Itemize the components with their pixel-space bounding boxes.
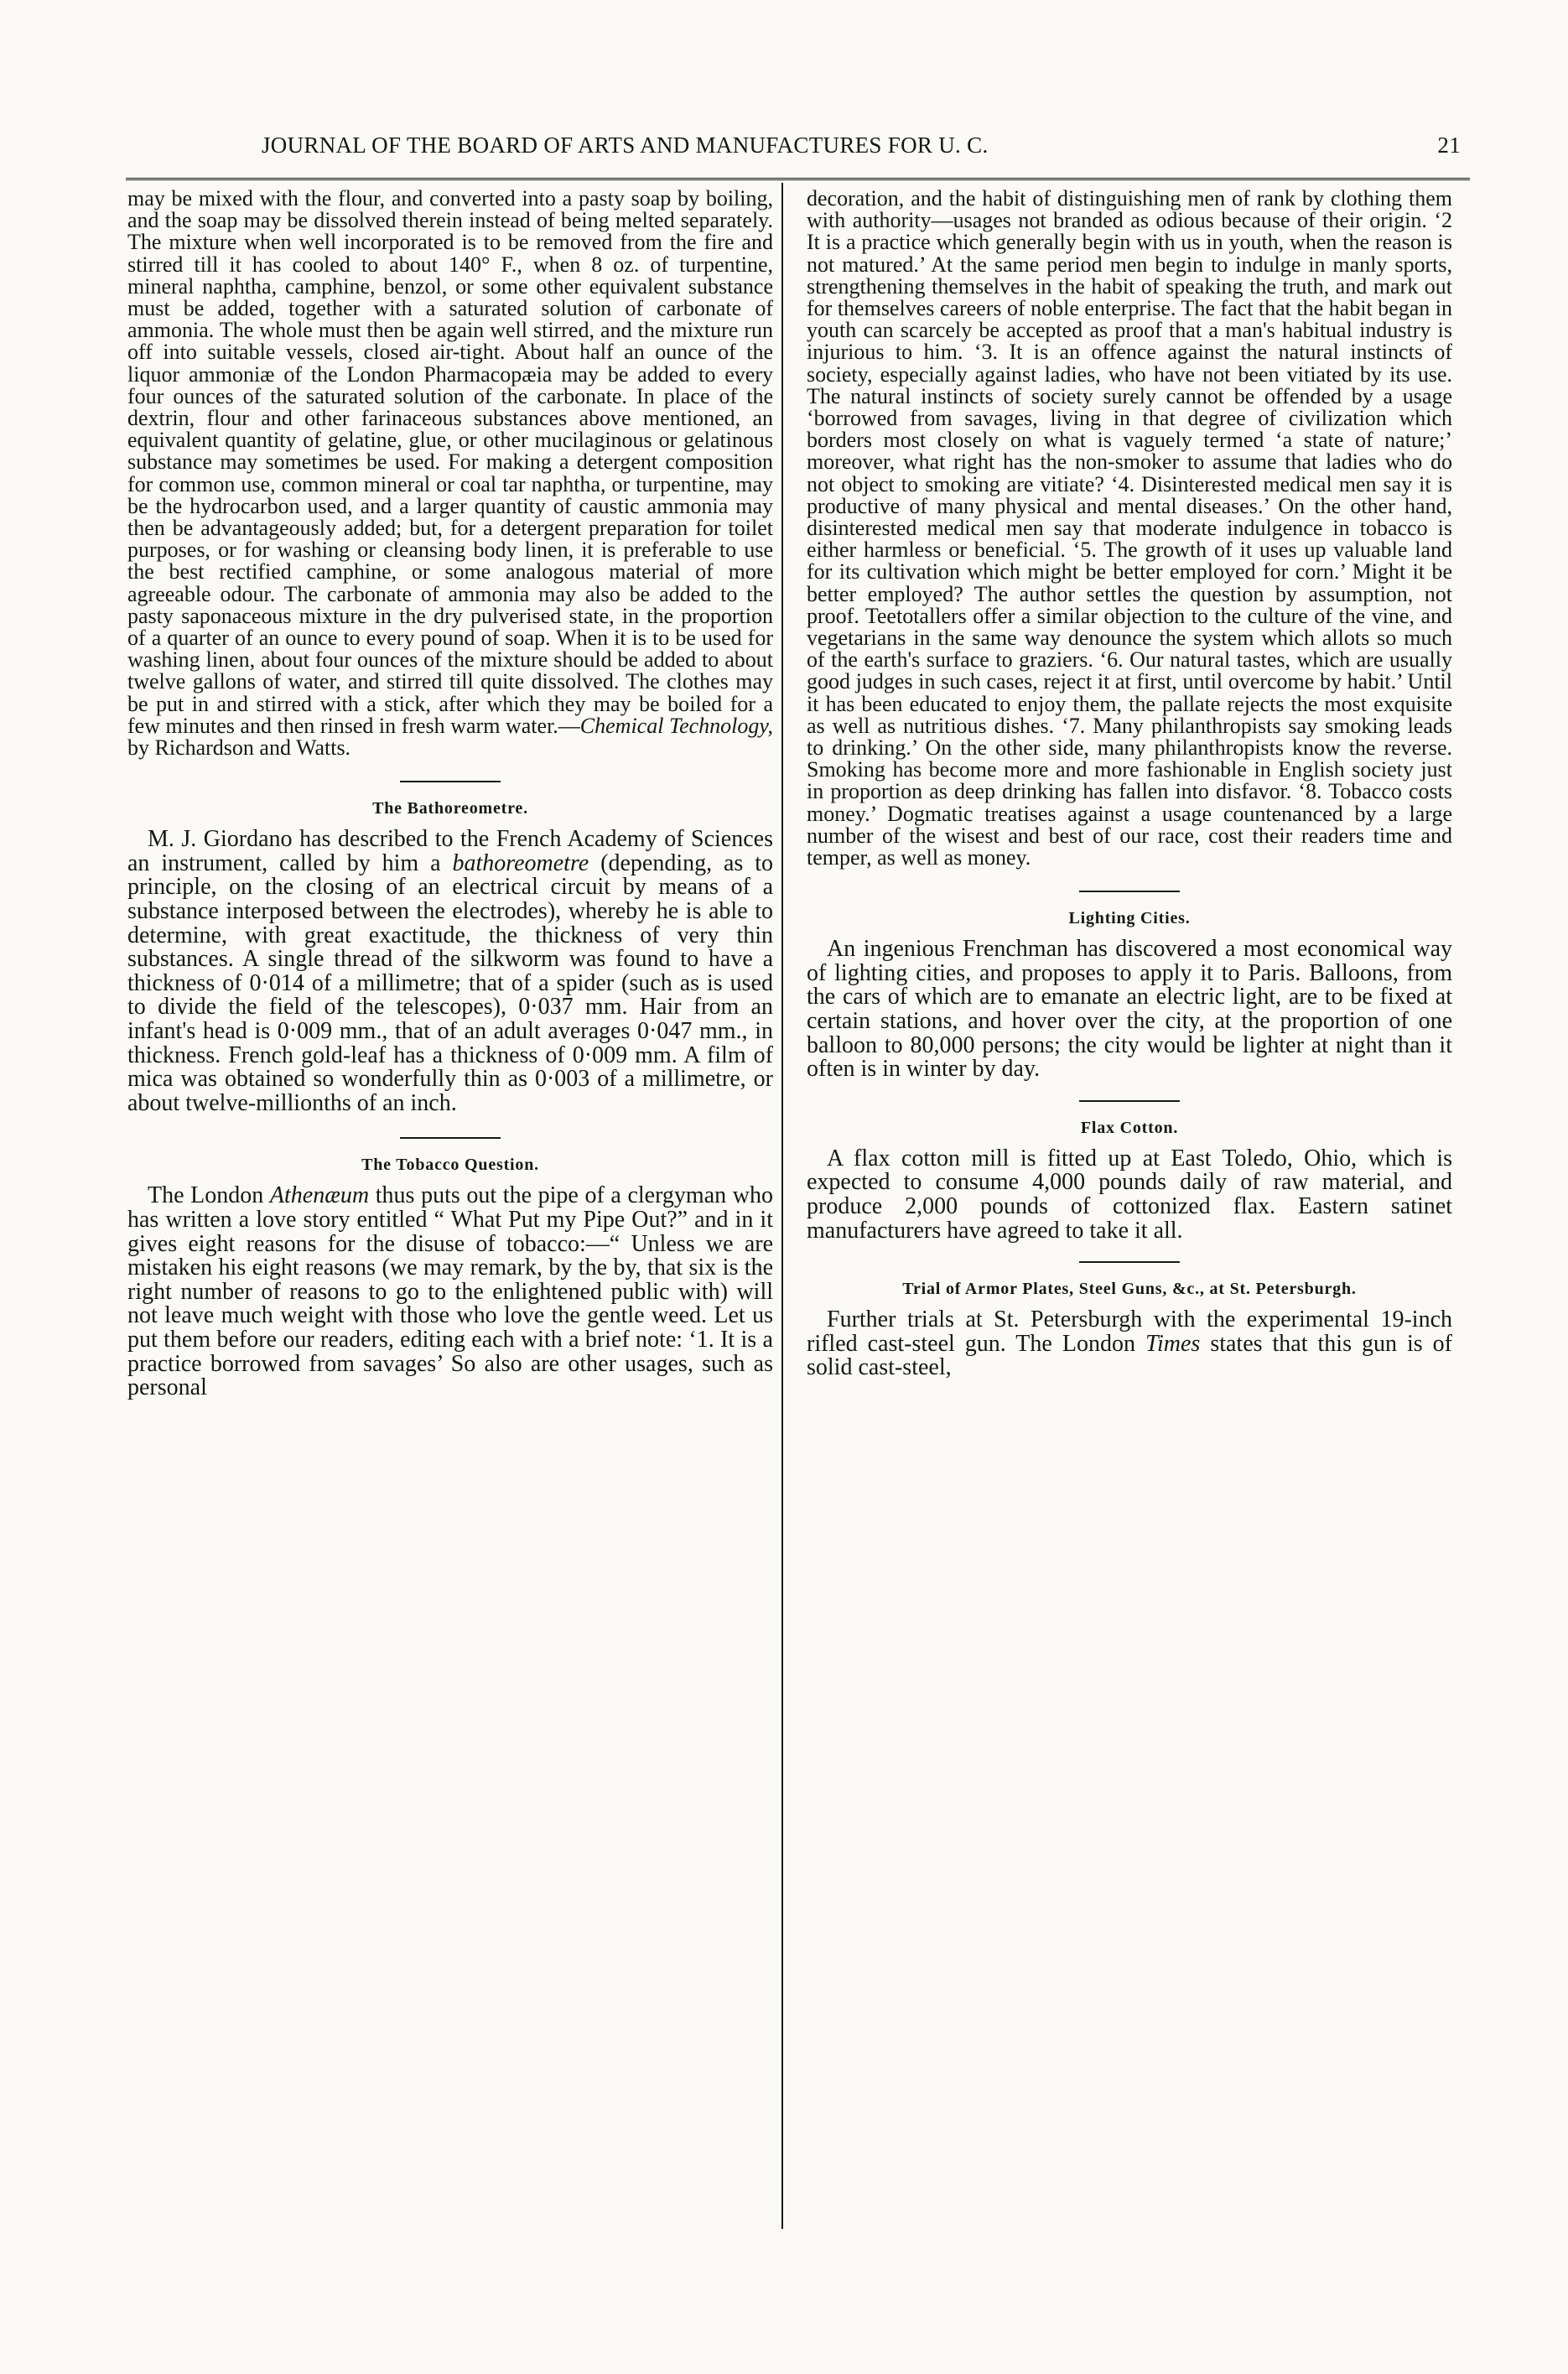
- flax-article: A flax cotton mill is fitted up at East Toledo, Ohio, which is expected to consume 4,000 pounds daily of raw material, and produce 2,000 pounds of cottonized flax. Eastern satinet manufacturers have agreed to take it all.: [807, 1145, 1452, 1244]
- source-title: Chemical Technology,: [579, 713, 773, 738]
- bathoreometre-article: M. J. Giordano has described to the French Academy of Sciences an instrument, called by him a bathoreometre (depending, as to principle, on the closing of an electrical circuit by means of a substance interposed between the electrodes), whereby he is able to determine, with great exactitude, the thickness of very thin substances. A single thread of the silkworm was found to have a thickness of 0·014 of a millimetre; that of a spider (such as is used to divide the field of the telescopes), 0·037 mm. Hair from an infant's head is 0·009 mm., that of an adult averages 0·047 mm., in thickness. French gold-leaf has a thickness of 0·009 mm. A film of mica was obtained so wonderfully thin as 0·003 of a millimetre, or about twelve-millionths of an inch.: [127, 826, 774, 1116]
- journal-title: JOURNAL OF THE BOARD OF ARTS AND MANUFACTURES FOR U. C.: [262, 132, 989, 158]
- column-divider: [781, 183, 783, 2229]
- section-separator: [1079, 891, 1180, 892]
- page-number: 21: [1437, 132, 1461, 158]
- lighting-article: An ingenious Frenchman has discovered a most economical way of lighting cities, and proposes to apply it to Paris. Balloons, from the cars of which are to emanate an electric light, are to be fixed at certain stations, and hover over the city, at the proportion of one balloon to 80,000 persons; the city would be lighter at night than it often is in winter by day.: [807, 936, 1452, 1083]
- section-separator: [1079, 1100, 1180, 1102]
- heading-tobacco-question: The Tobacco Question.: [361, 1156, 539, 1175]
- section-separator: [400, 1137, 501, 1139]
- heading-bathoreometre: The Bathoreometre.: [372, 799, 528, 818]
- detergent-article-continued: may be mixed with the flour, and converted into a pasty soap by boiling, and the soap may be dissolved therein instead of being melted separately. The mixture when well incorporated is to be removed from the fire and stirred till it has cooled to about 140° F., when 8 oz. of turpentine, mineral naphtha, camphine, benzol, or some other equivalent substance must be added, together with a saturated solution of carbonate of ammonia. The whole must then be again well stirred, and the mixture run off into suitable vessels, closed air-tight. About half an ounce of the liquor ammoniæ of the London Pharmacopæia may be added to every four ounces of the saturated solution of the carbonate. In place of the dextrin, flour and other farinaceous substances above mentioned, an equivalent quantity of gelatine, glue, or other mucilaginous or gelatinous substance may sometimes be used. For making a detergent composition for common use, common mineral or coal tar naphtha, or turpentine, may be the hydrocarbon used, and a larger quantity of caustic ammonia may then be advantageously added; but, for a detergent preparation for toilet purposes, or for washing or cleansing body linen, it is preferable to use the best rectified camphine, or some analogous material of more agreeable odour. The carbonate of ammonia may also be added to the pasty saponaceous mixture in the dry pulverised state, in the proportion of a quarter of an ounce to every pound of soap. When it is to be used for washing linen, about four ounces of the mixture should be added to about twelve gallons of water, and stirred till quite dissolved. The clothes may be put in and stirred with a stick, after which they may be boiled for a few minutes and then rinsed in fresh warm water.—Chemical Technology, by Richardson and Watts.: [127, 186, 773, 761]
- heading-flax-cotton: Flax Cotton.: [1080, 1118, 1179, 1137]
- header-rule: [126, 178, 1470, 180]
- running-header: [126, 126, 1467, 163]
- section-separator: [400, 781, 501, 782]
- tobacco-article-continued: decoration, and the habit of distinguishing men of rank by clothing them with authority—usages not branded as odious because of their origin. ‘2 It is a practice which generally begin with us in youth, when the reason is not matured.’ At the same period men begin to indulge in manly sports, strengthening themselves in the habit of speaking the truth, and mark out for themselves careers of noble enterprise. The fact that the habit began in youth can scarcely be accepted as proof that a man's habitual industry is injurious to him. ‘3. It is an offence against the natural instincts of society, especially against ladies, who have not been vitiated by its use. The natural instincts of society surely cannot be offended by a usage ‘borrowed from savages, living in that degree of civilization which borders most closely on what is vaguely termed ‘a state of nature;’ moreover, what right has the non-smoker to assume that ladies who do not object to smoking are vitiate? ‘4. Disinterested medical men say it is productive of many physical and mental diseases.’ On the other hand, disinterested medical men say that moderate indulgence in tobacco is either harmless or beneficial. ‘5. The growth of it uses up valuable land for its cultivation which might be better employed for corn.’ Might it be better employed? The author settles the question by assumption, not proof. Teetotallers offer a similar objection to the culture of the vine, and vegetarians in the same way denounce the system which allots so much of the earth's surface to graziers. ‘6. Our natural tastes, which are usually good judges in such cases, reject it at first, until overcome by habit.’ Until it has been educated to enjoy them, the pallate rejects the most exquisite as well as nutritious dishes. ‘7. Many philanthropists say smoking leads to drinking.’ On the other side, many philanthropists know the reverse. Smoking has become more and more fashionable in English society just in proportion as deep drinking has fallen into disfavor. ‘8. Tobacco costs money.’ Dogmatic treatises against a usage countenanced by a large number of the wisest and best of our race, cost their readers time and temper, as well as money.: [807, 186, 1452, 870]
- section-separator: [1079, 1261, 1180, 1263]
- tobacco-article: The London Athenæum thus puts out the pipe of a clergyman who has written a love story entitled “ What Put my Pipe Out?” and in it gives eight reasons for the disuse of tobacco:—“ Unless we are mistaken his eight reasons (we may remark, by the by, that six is the right number of reasons to go to the enlightened public with) will not leave much weight with those who love the gentle weed. Let us put them before our readers, editing each with a brief note: ‘1. It is a practice borrowed from savages’ So also are other usages, such as personal: [127, 1182, 773, 1401]
- left-column: [127, 188, 773, 1400]
- armor-article: Further trials at St. Petersburgh with the experimental 19-inch rifled cast-steel gun. The London Times states that this gun is of solid cast-steel,: [807, 1306, 1452, 1381]
- heading-armor-plates: Trial of Armor Plates, Steel Guns, &c., at St. Petersburgh.: [902, 1280, 1357, 1299]
- heading-lighting-cities: Lighting Cities.: [1068, 909, 1191, 928]
- right-column: [807, 188, 1452, 1380]
